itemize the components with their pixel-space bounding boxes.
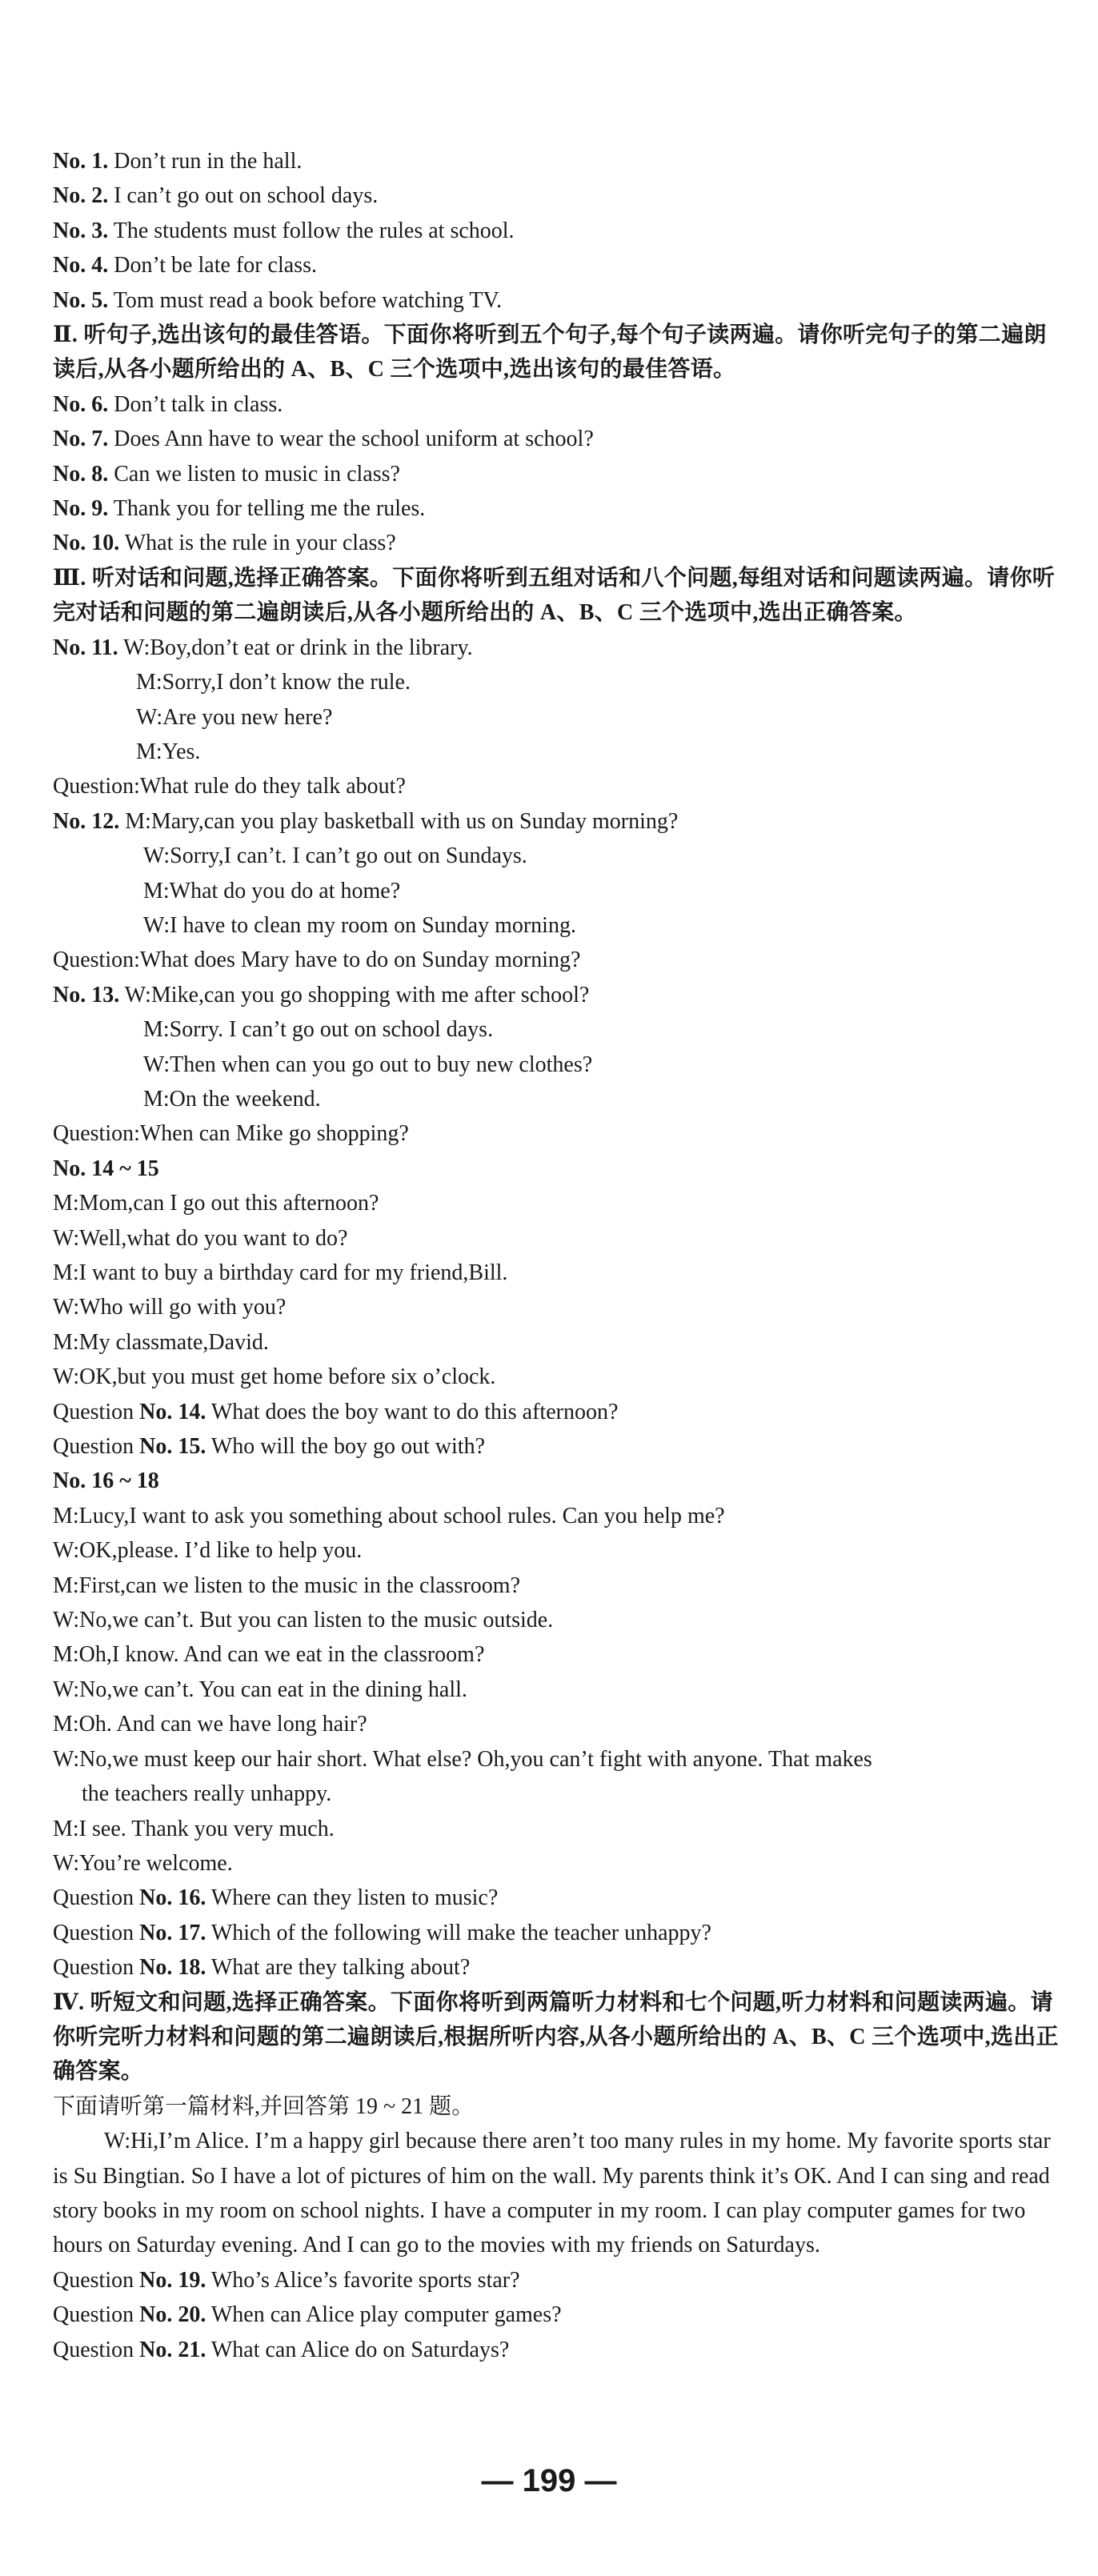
sentence-8: No. 8. Can we listen to music in class? [53,461,400,487]
question-15: Question No. 15. Who will the boy go out with? [53,1434,486,1460]
section-2-heading: Ⅱ. 听句子,选出该句的最佳答语。下面你将听到五个句子,每个句子读两遍。请你听完句子的第二遍朗读后,从各小题所给出的 A、B、C 三个选项中,选出该句的最佳答语。 [53,323,1047,383]
dialogue-line: W:OK,but you must get home before six o’clock. [53,1364,496,1390]
dialogue-line: M:First,can we listen to the music in the classroom? [53,1572,521,1598]
dialogue-line: W:No,we can’t. You can eat in the dining hall. [53,1677,467,1702]
dialogue-line-continued: the teachers really unhappy. [82,1781,332,1807]
dialogue-line: W:No,we can’t. But you can listen to the music outside. [53,1608,554,1633]
sentence-10: No. 10. What is the rule in your class? [53,531,396,556]
sentence-2: No. 2. I can’t go out on school days. [53,183,379,209]
passage: W:Hi,I’m Alice. I’m a happy girl because there aren’t too many rules in my home. My favorite sports star is Su Bingtian. So I have a lot of pictures of him on the wall. My parents think it’s OK. And I can sing and read story books in my room on school nights. I have a computer in my room. I can play computer games for two hours on Saturday evening. And I can go to the movies with my friends on Saturdays. [53,2129,1051,2258]
dialogue-line: M:Oh. And can we have long hair? [53,1712,367,1737]
sentence-6: No. 6. Don’t talk in class. [53,391,283,417]
dialogue-13-first: No. 13. W:Mike,can you go shopping with me after school? [53,982,590,1008]
question-14: Question No. 14. What does the boy want to do this afternoon? [53,1399,619,1424]
question-17: Question No. 17. Which of the following will make the teacher unhappy? [53,1920,711,1945]
listening-script [53,144,1061,2367]
question-19: Question No. 19. Who’s Alice’s favorite sports star? [53,2267,520,2293]
sentence-1: No. 1. Don’t run in the hall. [53,149,303,174]
dialogue-line: M:On the weekend. [143,1086,321,1112]
sentence-3: No. 3. The students must follow the rules at school. [53,218,515,243]
dialogue-line: M:My classmate,David. [53,1329,269,1355]
sentence-7: No. 7. Does Ann have to wear the school uniform at school? [53,427,594,452]
dialogue-16-18-label: No. 16 ~ 18 [53,1468,159,1494]
question-11: Question:What rule do they talk about? [53,774,406,799]
dialogue-line: M:Yes. [136,739,201,764]
section-3-heading: Ⅲ. 听对话和问题,选择正确答案。下面你将听到五组对话和八个问题,每组对话和问题读两遍。请你听完对话和问题的第二遍朗读后,从各小题所给出的 A、B、C 三个选项中,选出正确答案。 [53,565,1056,626]
question-20: Question No. 20. When can Alice play computer games? [53,2302,562,2328]
dialogue-line: M:Sorry,I don’t know the rule. [136,670,411,695]
question-21: Question No. 21. What can Alice do on Saturdays? [53,2337,510,2362]
section-4-heading: Ⅳ. 听短文和问题,选择正确答案。下面你将听到两篇听力材料和七个问题,听力材料和问题读两遍。请你听完听力材料和问题的第二遍朗读后,根据所听内容,从各小题所给出的 A、B、C 三个选项中,选出正确答案。 [53,1989,1059,2085]
dialogue-line: M:What do you do at home? [143,878,401,903]
dialogue-line: W:I have to clean my room on Sunday morning. [143,912,576,938]
page-number: — 199 — [481,2463,617,2498]
dialogue-line: W:Who will go with you? [53,1295,287,1320]
dialogue-line: W:No,we must keep our hair short. What else? Oh,you can’t fight with anyone. That makes [53,1746,872,1772]
dialogue-line: W:You’re welcome. [53,1850,233,1876]
dialogue-14-15-label: No. 14 ~ 15 [53,1156,159,1181]
dialogue-line: W:Well,what do you want to do? [53,1225,348,1251]
dialogue-line: M:Lucy,I want to ask you something about school rules. Can you help me? [53,1503,725,1528]
question-12: Question:What does Mary have to do on Sunday morning? [53,947,581,973]
dialogue-line: W:Sorry,I can’t. I can’t go out on Sundays. [143,843,527,869]
dialogue-line: W:Are you new here? [136,704,333,730]
dialogue-line: M:I see. Thank you very much. [53,1816,335,1841]
dialogue-line: M:Mom,can I go out this afternoon? [53,1191,379,1216]
sentence-4: No. 4. Don’t be late for class. [53,253,317,278]
dialogue-11-first: No. 11. W:Boy,don’t eat or drink in the library. [53,635,473,660]
question-18: Question No. 18. What are they talking about? [53,1955,471,1981]
dialogue-line: W:OK,please. I’d like to help you. [53,1538,363,1564]
dialogue-line: W:Then when can you go out to buy new clothes? [143,1052,593,1077]
section-4-intro: 下面请听第一篇材料,并回答第 19 ~ 21 题。 [53,2093,475,2119]
sentence-5: No. 5. Tom must read a book before watching TV. [53,287,503,313]
dialogue-12-first: No. 12. M:Mary,can you play basketball with us on Sunday morning? [53,808,679,834]
dialogue-line: M:Oh,I know. And can we eat in the classroom? [53,1642,485,1668]
question-16: Question No. 16. Where can they listen to music? [53,1885,499,1911]
sentence-9: No. 9. Thank you for telling me the rules. [53,496,426,522]
dialogue-line: M:I want to buy a birthday card for my friend,Bill. [53,1260,508,1285]
question-13: Question:When can Mike go shopping? [53,1121,409,1147]
dialogue-line: M:Sorry. I can’t go out on school days. [143,1017,494,1043]
